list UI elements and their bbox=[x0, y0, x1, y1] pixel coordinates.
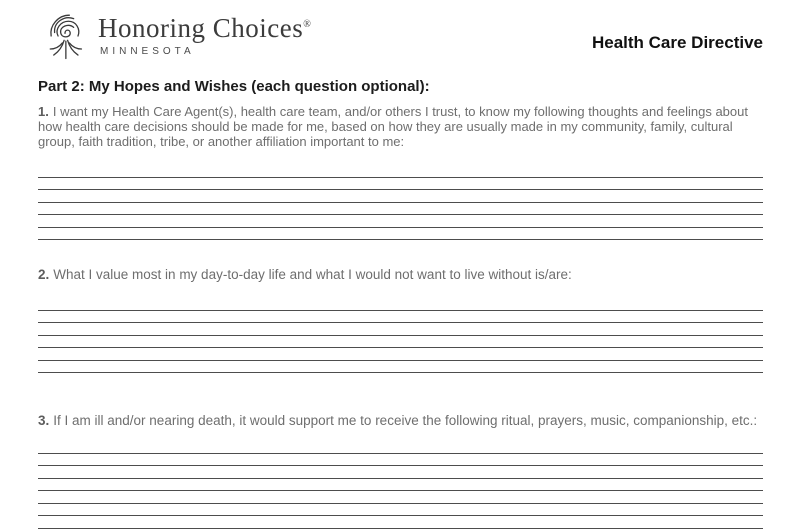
question-2-body: What I value most in my day-to-day life and what I would not want to live without is/are: bbox=[53, 267, 572, 282]
brand-subtitle: MINNESOTA bbox=[100, 46, 195, 57]
brand-logo bbox=[38, 10, 311, 62]
brand-text bbox=[98, 15, 311, 57]
honoring-choices-swirl-icon bbox=[38, 10, 92, 62]
answer-line[interactable] bbox=[38, 228, 763, 241]
answer-line[interactable] bbox=[38, 323, 763, 336]
question-1-body: I want my Health Care Agent(s), health care team, and/or others I trust, to know my following thoughts and feelings about how health care decisions should be made for me, based on how they are usually made in my community, family, cultural group, faith tradition, tribe, or another affiliation important to me: bbox=[38, 104, 748, 149]
question-3-answer-lines bbox=[38, 441, 763, 529]
answer-line[interactable] bbox=[38, 479, 763, 492]
answer-line[interactable] bbox=[38, 215, 763, 228]
question-2-text bbox=[38, 267, 763, 282]
answer-line[interactable] bbox=[38, 178, 763, 191]
question-2-answer-lines bbox=[38, 298, 763, 373]
answer-line[interactable] bbox=[38, 190, 763, 203]
question-3-text bbox=[38, 413, 763, 428]
answer-line[interactable] bbox=[38, 491, 763, 504]
question-1-text bbox=[38, 104, 763, 149]
question-1 bbox=[38, 104, 763, 240]
answer-line[interactable] bbox=[38, 165, 763, 178]
answer-line[interactable] bbox=[38, 203, 763, 216]
answer-line[interactable] bbox=[38, 348, 763, 361]
section-title: Part 2: My Hopes and Wishes (each question optional): bbox=[38, 78, 430, 95]
answer-line[interactable] bbox=[38, 311, 763, 324]
answer-line[interactable] bbox=[38, 466, 763, 479]
answer-line[interactable] bbox=[38, 504, 763, 517]
question-3-body: If I am ill and/or nearing death, it would support me to receive the following ritual, prayers, music, companionship, etc.: bbox=[53, 413, 758, 428]
answer-line[interactable] bbox=[38, 441, 763, 454]
answer-line[interactable] bbox=[38, 361, 763, 374]
question-2 bbox=[38, 267, 763, 373]
question-2-number: 2. bbox=[38, 267, 50, 282]
question-3 bbox=[38, 413, 763, 529]
answer-line[interactable] bbox=[38, 516, 763, 529]
question-1-number: 1. bbox=[38, 104, 49, 119]
brand-name-label: Honoring Choices bbox=[98, 13, 304, 43]
document-title: Health Care Directive bbox=[591, 33, 763, 52]
question-3-number: 3. bbox=[38, 413, 50, 428]
brand-name bbox=[98, 15, 311, 42]
answer-line[interactable] bbox=[38, 298, 763, 311]
question-1-answer-lines bbox=[38, 165, 763, 240]
registered-mark: ® bbox=[303, 19, 312, 30]
answer-line[interactable] bbox=[38, 454, 763, 467]
document-header bbox=[38, 8, 763, 64]
answer-line[interactable] bbox=[38, 336, 763, 349]
